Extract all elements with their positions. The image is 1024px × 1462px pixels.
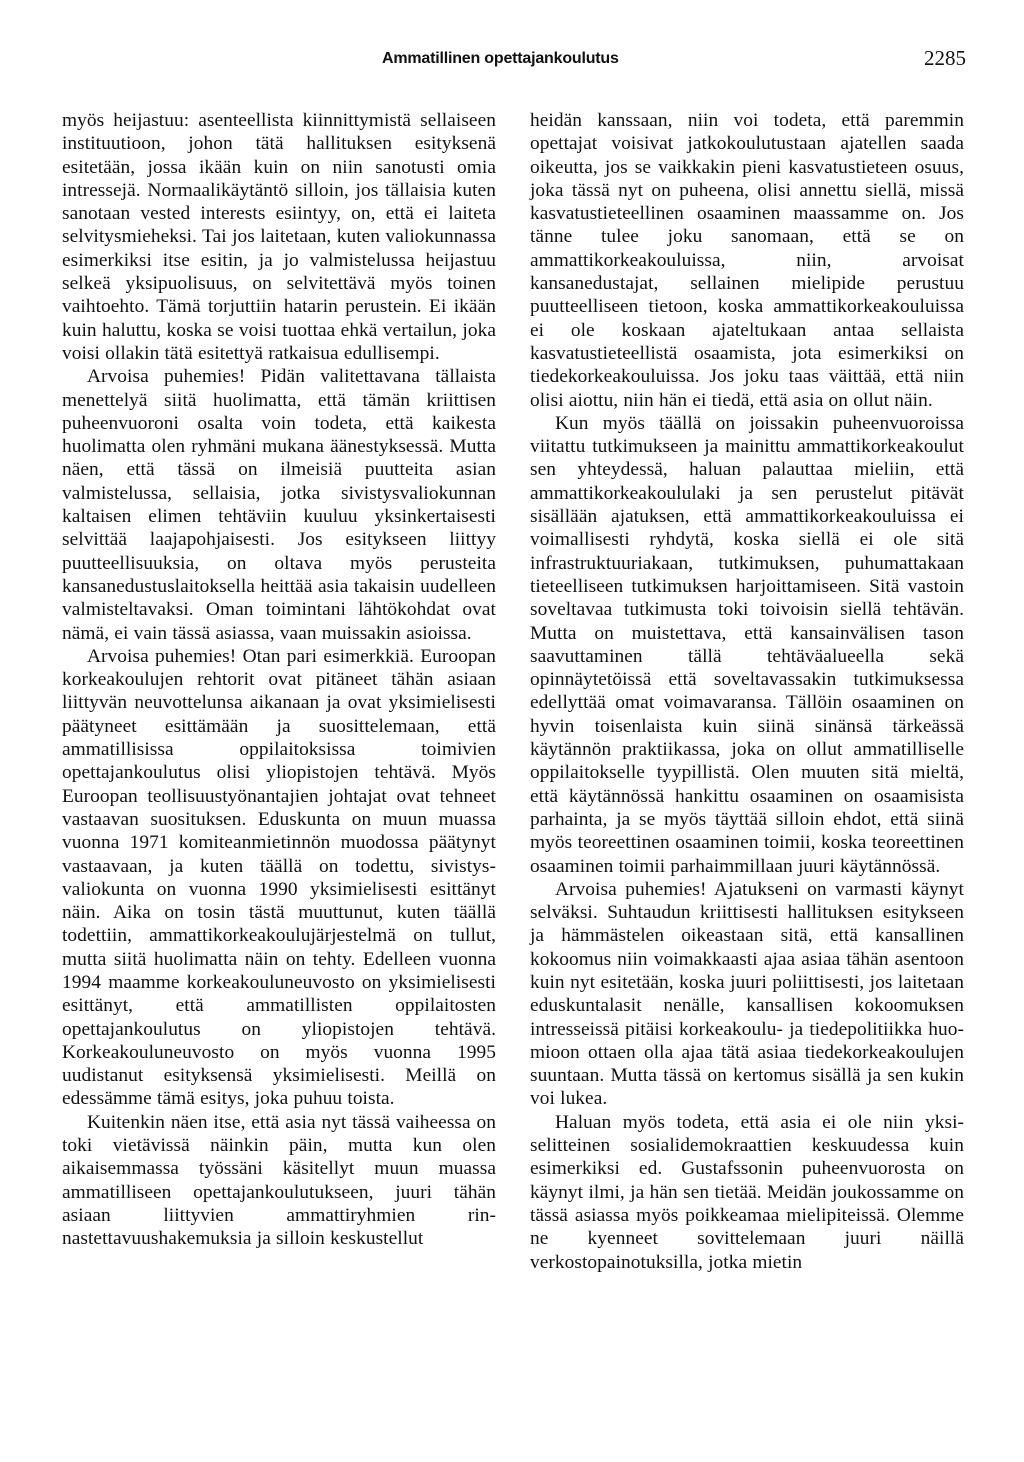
paragraph: Kun myös täällä on joissakin puheenvuoroissa viitattu tutkimukseen ja mainittu ammattikorkeakoulut sen yhteydessä, haluan palauttaa mieliin, että ammattikorkeakoululaki ja sen perustelut pitävät sisällään ajatuksen, että ammattikorkeakouluissa ei voimallisesti ryhdytä, koska siellä ei ole sitä infrastruktuuriakaan, tutkimuksen, puhumattakaan tieteelliseen tutkimuksen harjoittamiseen. Sitä vastoin soveltavaa tutkimusta toki toivoisin siellä tehtävän. Mutta on muistettava, että kansainvälisen tason saavuttaminen tällä tehtäväalueella sekä opinnäytetöissä että soveltavassakin tutkimuksessa edellyttää omat voimavaransa. Tällöin osaaminen on hyvin toisenlaista kuin siinä sinänsä tärkeässä käytännön praktiikassa, joka on ollut ammatilliselle oppilaitokselle tyypillistä. Olen muuten sitä mieltä, että käytännössä hankittu osaaminen on osaamisista parhainta, ja se myös täyttää silloin ehdot, että siinä myös teoreettinen osaaminen toimii, koska teoreettinen osaaminen toimii parhaimmillaan juuri käytännössä. <box>530 412 964 877</box>
right-column <box>530 109 964 1274</box>
left-column <box>62 109 496 1251</box>
paragraph: Kuitenkin näen itse, että asia nyt tässä vaiheessa on toki vietävissä näinkin päin, mutta kun olen aikaisemmassa työssäni käsitellyt muun muassa ammatilliseen opettajankoulutukseen, juuri tähän asiaan liittyvien ammattiryhmien rinnastettavuushakemuksia ja silloin keskustellut <box>62 1111 496 1250</box>
paragraph: myös heijastuu: asenteellista kiinnittymistä sellaiseen instituutioon, johon tätä hallituksen esityksenä esitetään, jossa ikään kuin on niin sanotusti omia intressejä. Normaalikäytäntö silloin, jos tällaisia kuten sanotaan vested interests esiintyy, on, että ei laiteta selvitysmieheksi. Tai jos laitetaan, kuten valiokunnassa esimerkiksi itse esitin, ja jo valmistelussa heijastuu selkeä yksipuolisuus, on selvitettävä myös toinen vaihtoehto. Tämä torjuttiin hatarin perustein. Ei ikään kuin haluttu, koska se voisi tuottaa ehkä vertailun, joka voisi ollakin tätä esitettyä ratkaisua edullisempi. <box>62 110 496 364</box>
running-header-title: Ammatillinen opettajankoulutus <box>382 50 619 67</box>
paragraph: Arvoisa puhemies! Ajatukseni on varmasti käynyt selväksi. Suhtaudun kriittisesti hallituksen esitykseen ja hämmästelen oikeastaan sitä, että kansallinen kokoomus niin voimakkaasti ajaa asiaa tähän asentoon kuin nyt esitetään, koska juuri poliittisesti, jos laitetaan eduskuntalasit nenälle, kansallisen kokoomuksen intresseissä pitäisi korkeakoulu- ja tiedepolitiikka huomioon ottaen olla ajaa tätä asiaa tiedekorkeakoulujen suuntaan. Mutta tässä on kertomus sisällä ja sen kukin voi lukea. <box>530 878 964 1110</box>
paragraph: Arvoisa puhemies! Pidän valitettavana tällaista menettelyä siitä huolimatta, että tämän kriittisen puheenvuoroni osalta voin todeta, että kaikesta huolimatta olen ryhmäni mukana äänestyksessä. Mutta näen, että tässä on ilmeisiä puutteita asian valmistelussa, sellaisia, jotka sivistysvaliokunnan kaltaisen elimen tehtäviin kuuluu yksinkertaisesti selvittää laajapohjaisesti. Jos esitykseen liittyy puutteellisuuksia, on oltava myös perusteita kansanedustuslaitoksella heittää asia takaisin uudelleen valmisteltavaksi. Oman toimintani lähtökohdat ovat nämä, ei vain tässä asiassa, vaan muissakin asioissa. <box>62 366 496 644</box>
paragraph: Haluan myös todeta, että asia ei ole niin yksiselitteinen sosialidemokraattien keskuudessa kuin esimerkiksi ed. Gustafssonin puheenvuorosta on käynyt ilmi, ja hän sen tietää. Meidän joukossamme on tässä asiassa myös poikkeamaa mielipiteissä. Olemme ne kyenneet sovittelemaan juuri näillä verkostopainotuksilla, jotka mietin <box>530 1111 964 1273</box>
page-number: 2285 <box>924 46 966 70</box>
page-header <box>0 46 1024 76</box>
paragraph: heidän kanssaan, niin voi todeta, että paremmin opettajat voisivat jatkokoulutustaan ajatellen saada oikeutta, jos se vaikkakin pieni kasvatustieteen osuus, joka tässä nyt on puheena, olisi annettu siellä, missä kasvatustieteellinen osaaminen maassamme on. Jos tänne tulee joku sanomaan, että se on ammattikorkeakouluissa, niin, arvoisat kansanedustajat, sellainen mielipide perustuu puutteelliseen tietoon, koska ammattikorkeakouluissa ei ole koskaan ajateltukaan antaa sellaista kasvatustieteellistä osaamista, jota esimerkiksi on tiedekorkeakouluissa. Jos joku taas väittää, että niin olisi aiottu, niin hän ei tiedä, että asia on ollut näin. <box>530 110 964 411</box>
paragraph: Arvoisa puhemies! Otan pari esimerkkiä. Euroopan korkeakoulujen rehtorit ovat pitäneet tähän asiaan liittyvän neuvottelunsa aikanaan ja ovat yksimielisesti päätyneet esittämään ja suosittelemaan, että ammatillisissa oppilaitoksissa toimivien opettajankoulutus olisi yliopistojen tehtävä. Myös Euroopan teollisuustyönantajien johtajat ovat tehneet vastaavan suosituksen. Eduskunta on muun muassa vuonna 1971 komiteanmietinnön muodossa päätynyt vastaavaan, ja kuten täällä on todettu, sivistysvaliokunta on vuonna 1990 yksimielisesti esittänyt näin. Aika on tosin tästä muuttunut, kuten täällä todettiin, ammattikorkeakoulujärjestelmä on tullut, mutta siitä huolimatta näin on tehty. Edelleen vuonna 1994 maamme korkeakouluneuvosto on yksimielisesti esittänyt, että ammatillisten oppilaitosten opettajankoulutus on yliopistojen tehtävä. Korkeakouluneuvosto on myös vuonna 1995 uudistanut esityksensä yksimielisesti. Meillä on edessämme tämä esitys, joka puhuu toista. <box>62 645 496 1110</box>
